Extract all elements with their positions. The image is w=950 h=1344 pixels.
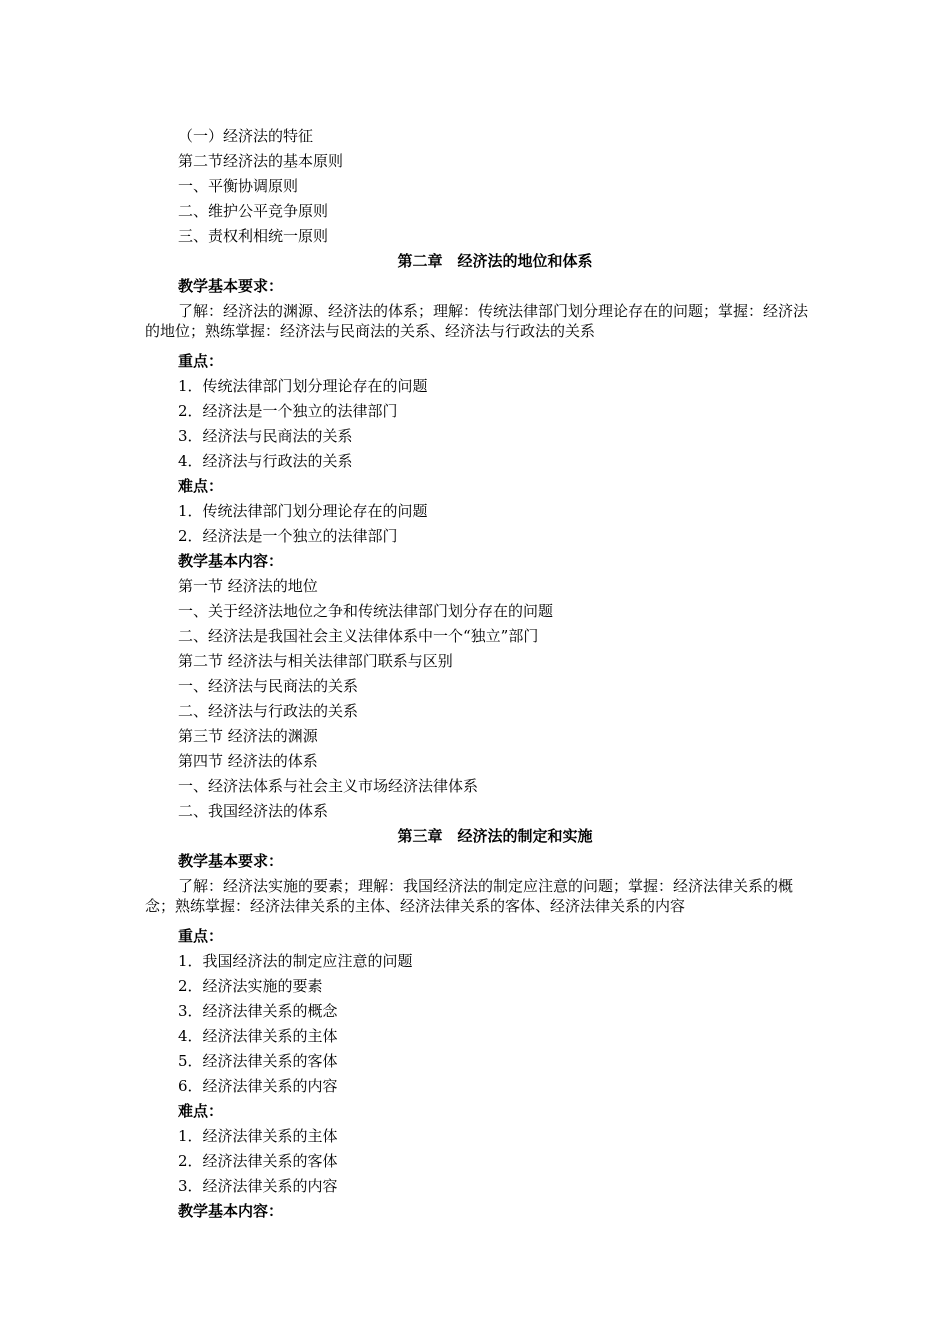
content-item: 第一节 经济法的地位 [178, 577, 318, 595]
principle-item: 二、维护公平竞争原则 [178, 202, 329, 220]
key-point: 2．经济法是一个独立的法律部门 [178, 402, 398, 420]
principle-item: 三、责权利相统一原则 [178, 227, 329, 245]
key-point: 3．经济法律关系的概念 [178, 1002, 338, 1020]
key-points-heading: 重点： [178, 352, 224, 370]
content-item: 第三节 经济法的渊源 [178, 727, 318, 745]
requirements-text: 了解：经济法实施的要素；理解：我国经济法的制定应注意的问题；掌握：经济法律关系的概念；熟练掌握：经济法律关系的主体、经济法律关系的客体、经济法律关系的内容 [145, 877, 794, 915]
chapter-3-title: 第三章 经济法的制定和实施 [397, 827, 593, 845]
difficult-points-heading: 难点： [178, 477, 224, 495]
key-point: 4．经济法与行政法的关系 [178, 452, 353, 470]
content-item: 第四节 经济法的体系 [178, 752, 318, 770]
content-item: 一、关于经济法地位之争和传统法律部门划分存在的问题 [178, 602, 554, 620]
key-point: 2．经济法实施的要素 [178, 977, 323, 995]
content-heading: 教学基本内容： [178, 552, 284, 570]
requirements-text: 了解：经济法的渊源、经济法的体系；理解：传统法律部门划分理论存在的问题；掌握：经济法的地位；熟练掌握：经济法与民商法的关系、经济法与行政法的关系 [145, 302, 809, 340]
difficult-point: 3．经济法律关系的内容 [178, 1177, 338, 1195]
key-point: 1．我国经济法的制定应注意的问题 [178, 952, 413, 970]
difficult-point: 2．经济法是一个独立的法律部门 [178, 527, 398, 545]
requirements-heading: 教学基本要求： [178, 277, 284, 295]
content-item: 二、我国经济法的体系 [178, 802, 329, 820]
item-features: （一）经济法的特征 [178, 127, 314, 145]
key-point: 4．经济法律关系的主体 [178, 1027, 338, 1045]
key-point: 6．经济法律关系的内容 [178, 1077, 338, 1095]
section-heading: 第二节经济法的基本原则 [178, 152, 344, 170]
chapter-2-title: 第二章 经济法的地位和体系 [397, 252, 593, 270]
content-item: 一、经济法体系与社会主义市场经济法律体系 [178, 777, 479, 795]
difficult-point: 1．经济法律关系的主体 [178, 1127, 338, 1145]
content-item: 二、经济法是我国社会主义法律体系中一个“独立”部门 [178, 627, 539, 645]
requirements-heading: 教学基本要求： [178, 852, 284, 870]
content-heading: 教学基本内容： [178, 1202, 284, 1220]
key-point: 1．传统法律部门划分理论存在的问题 [178, 377, 428, 395]
content-item: 第二节 经济法与相关法律部门联系与区别 [178, 652, 453, 670]
difficult-points-heading: 难点： [178, 1102, 224, 1120]
key-point: 5．经济法律关系的客体 [178, 1052, 338, 1070]
principle-item: 一、平衡协调原则 [178, 177, 299, 195]
key-points-heading: 重点： [178, 927, 224, 945]
difficult-point: 1．传统法律部门划分理论存在的问题 [178, 502, 428, 520]
key-point: 3．经济法与民商法的关系 [178, 427, 353, 445]
content-item: 一、经济法与民商法的关系 [178, 677, 359, 695]
difficult-point: 2．经济法律关系的客体 [178, 1152, 338, 1170]
content-item: 二、经济法与行政法的关系 [178, 702, 359, 720]
